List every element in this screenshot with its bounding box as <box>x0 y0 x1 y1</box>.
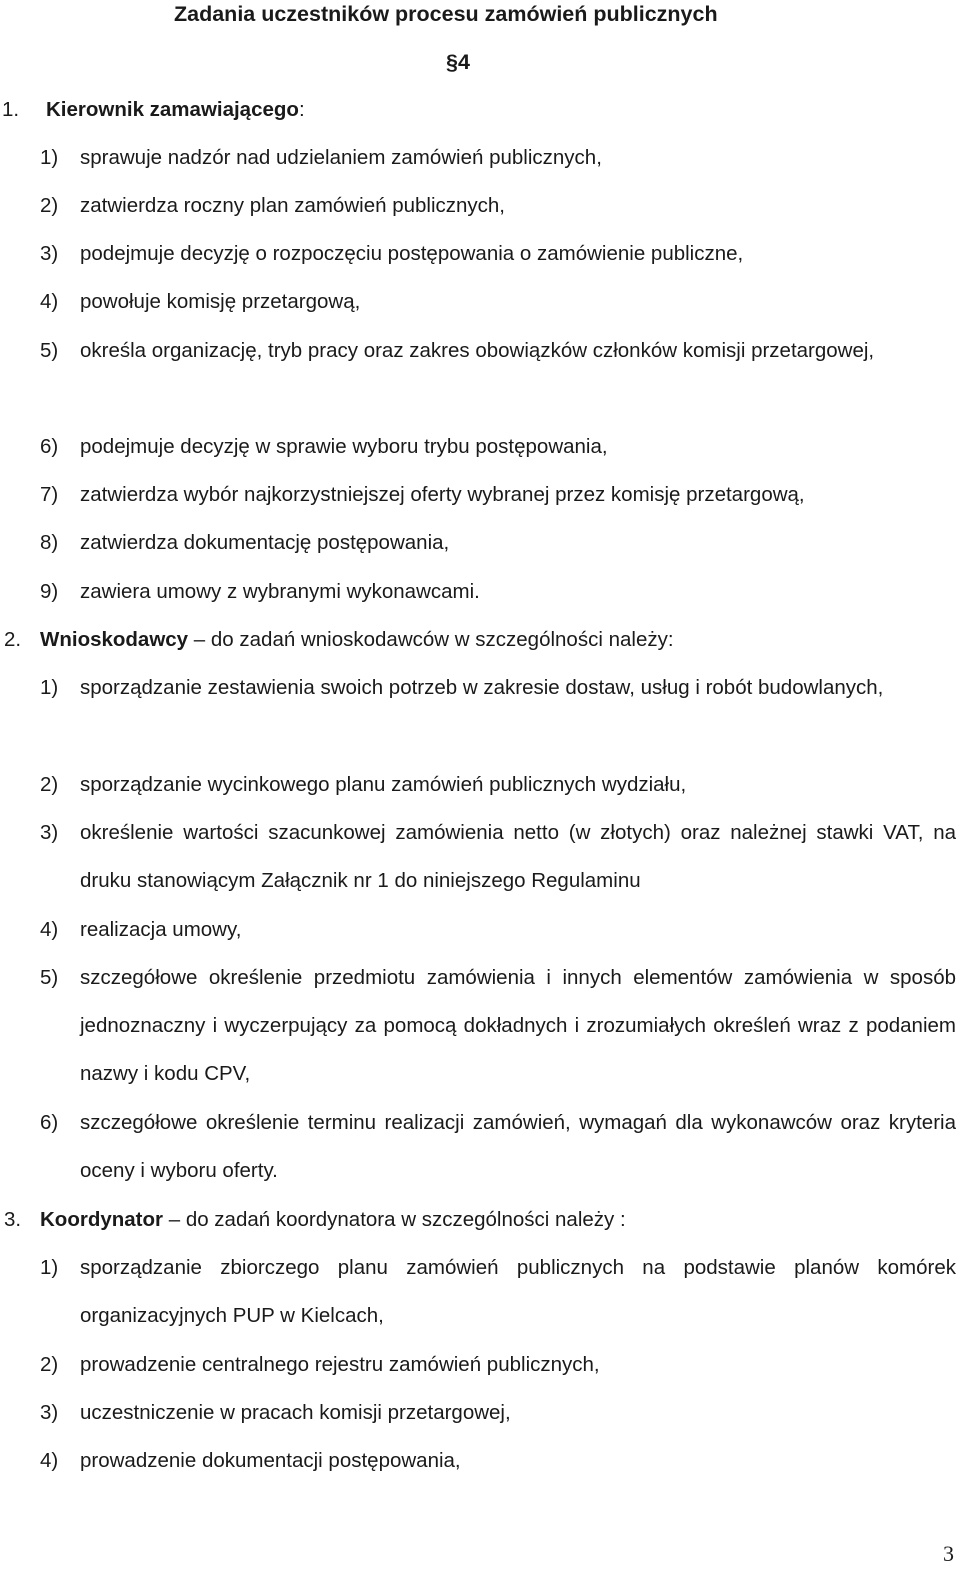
item-text: uczestniczenie w pracach komisji przetargowej, <box>80 1401 511 1424</box>
paragraph-number: §4 <box>446 50 470 74</box>
section-number: 1. <box>2 98 20 121</box>
item-text: zatwierdza dokumentację postępowania, <box>80 531 450 554</box>
item-number: 8) <box>40 531 59 554</box>
item-number: 5) <box>40 966 59 989</box>
item-text: zawiera umowy z wybranymi wykonawcami. <box>80 580 480 603</box>
item-number: 3) <box>40 821 59 844</box>
section-rest: do zadań wnioskodawców w szczególności należy: <box>210 628 674 651</box>
item-number: 4) <box>40 290 59 313</box>
item-text: szczegółowe określenie przedmiotu zamówienia i innych elementów zamówienia w sposób jednoznaczny i wyczerpujący za pomocą dokładnych i zrozumiałych określeń wraz z podaniem nazwy i kodu CPV, <box>80 966 956 1085</box>
section-label: Kierownik zamawiającego <box>46 98 299 121</box>
section-rest: : <box>298 98 305 121</box>
item-text: określenie wartości szacunkowej zamówienia netto (w złotych) oraz należnej stawki VAT, na druku stanowiącym Załącznik nr 1 do niniejszego Regulaminu <box>80 821 956 892</box>
item-number: 3) <box>40 242 59 265</box>
item-number: 4) <box>40 918 59 941</box>
document-title: Zadania uczestników procesu zamówień publicznych <box>174 2 718 26</box>
item-text: określa organizację, tryb pracy oraz zakres obowiązków członków komisji przetargowej, <box>80 339 875 362</box>
item-text: sporządzanie wycinkowego planu zamówień publicznych wydziału, <box>80 773 687 796</box>
item-text: podejmuje decyzję o rozpoczęciu postępowania o zamówienie publiczne, <box>80 242 744 265</box>
item-number: 2) <box>40 194 59 217</box>
item-text: zatwierdza roczny plan zamówień publicznych, <box>80 194 506 217</box>
item-text: prowadzenie dokumentacji postępowania, <box>80 1449 461 1472</box>
section-label: Koordynator <box>40 1208 163 1231</box>
item-text: prowadzenie centralnego rejestru zamówień publicznych, <box>80 1353 600 1376</box>
item-number: 1) <box>40 146 59 169</box>
item-number: 5) <box>40 339 59 362</box>
item-number: 2) <box>40 773 59 796</box>
item-text: zatwierdza wybór najkorzystniejszej oferty wybranej przez komisję przetargową, <box>80 483 805 506</box>
page-number: 3 <box>943 1541 954 1566</box>
section-number: 3. <box>4 1208 22 1231</box>
item-number: 6) <box>40 1111 59 1134</box>
item-number: 3) <box>40 1401 59 1424</box>
item-number: 2) <box>40 1353 59 1376</box>
item-text: szczegółowe określenie terminu realizacji zamówień, wymagań dla wykonawców oraz kryteria oceny i wyboru oferty. <box>80 1111 956 1182</box>
item-number: 1) <box>40 676 59 699</box>
item-number: 6) <box>40 435 59 458</box>
item-text: powołuje komisję przetargową, <box>80 290 361 313</box>
section-label: Wnioskodawcy <box>40 628 189 651</box>
section-dash: – <box>193 628 206 651</box>
item-number: 4) <box>40 1449 59 1472</box>
section-number: 2. <box>4 628 22 651</box>
section-rest: do zadań koordynatora w szczególności należy : <box>185 1208 626 1231</box>
item-text: realizacja umowy, <box>80 918 242 941</box>
item-text: sporządzanie zestawienia swoich potrzeb w zakresie dostaw, usług i robót budowlanych, <box>80 676 884 699</box>
item-number: 7) <box>40 483 59 506</box>
item-number: 9) <box>40 580 59 603</box>
section-dash: – <box>168 1208 181 1231</box>
item-text: sporządzanie zbiorczego planu zamówień publicznych na podstawie planów komórek organizacyjnych PUP w Kielcach, <box>80 1256 956 1327</box>
item-text: sprawuje nadzór nad udzielaniem zamówień publicznych, <box>80 146 602 169</box>
item-text: podejmuje decyzję w sprawie wyboru trybu postępowania, <box>80 435 608 458</box>
item-number: 1) <box>40 1256 59 1279</box>
